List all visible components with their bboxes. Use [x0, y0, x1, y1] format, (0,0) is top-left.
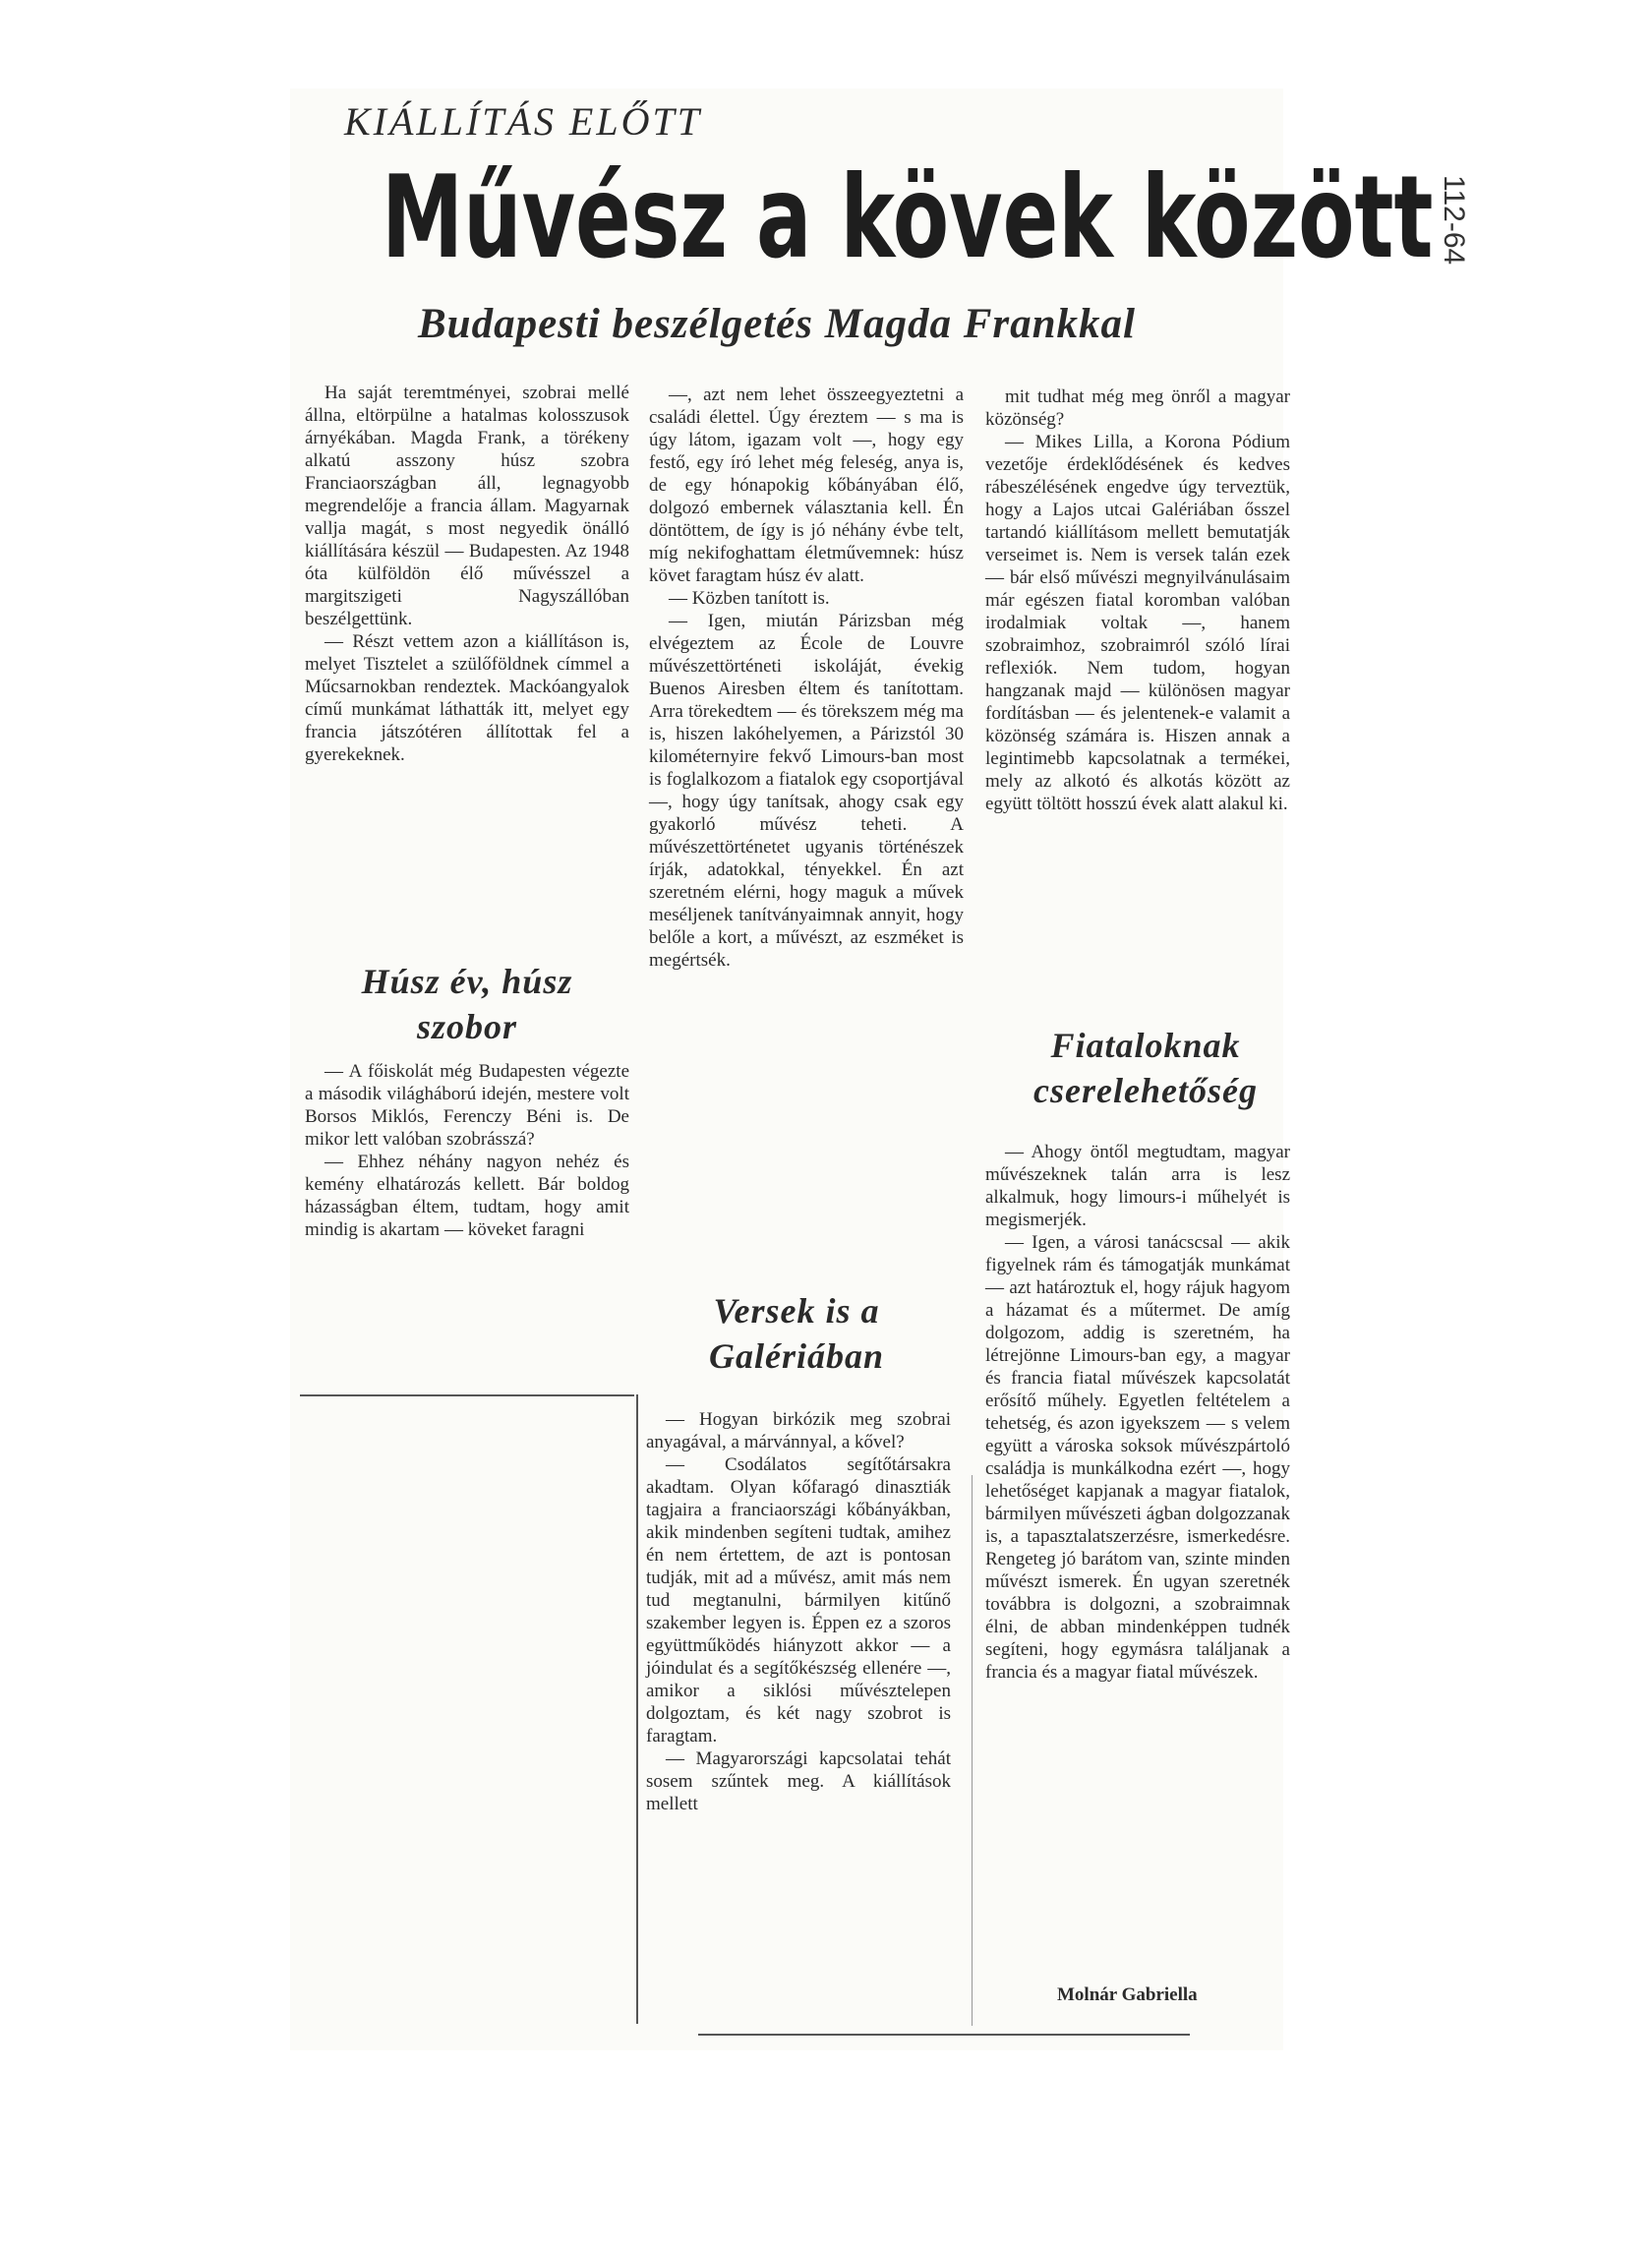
column-1-continued: [305, 1060, 629, 1241]
article-headline: Művész a kövek között: [382, 151, 1434, 284]
column-1: [305, 382, 629, 766]
archive-code: 112-64: [1438, 175, 1470, 266]
paragraph: — Részt vettem azon a kiállításon is, melyet Tisztelet a szülőföldnek címmel a Műcsarnokban rendeztek. Mackóangyalok című munkámat láthatták itt, melyet egy francia játszótéren állítottak fel a gyerekeknek.: [305, 631, 629, 765]
column-2: [649, 384, 964, 972]
paragraph: —, azt nem lehet összeegyeztetni a családi élettel. Úgy éreztem — s ma is úgy látom, igazam volt —, hogy egy festő, egy író lehet még feleség, anya is, de egy hónapokig kőbányában élő, dolgozó embernek választania kell. Én döntöttem, de így is jó néhány évbe telt, míg nekifoghattam életművemnek: húsz követ faragtam húsz év alatt.: [649, 385, 964, 586]
author-byline: Molnár Gabriella: [1057, 1984, 1198, 2005]
column-divider: [972, 1475, 973, 2026]
paragraph: mit tudhat még meg önről a magyar közönség?: [985, 386, 1290, 430]
paragraph: — Ehhez néhány nagyon nehéz és kemény elhatározás kellett. Bár boldog házasságban éltem, tudtam, hogy amit mindig is akartam — köveket faragni: [305, 1152, 629, 1240]
paragraph: — Hogyan birkózik meg szobrai anyagával, a márvánnyal, a kővel?: [646, 1409, 951, 1452]
column-divider: [300, 1394, 634, 1396]
paragraph: — A főiskolát még Budapesten végezte a második világháború idején, mestere volt Borsos Miklós, Ferenczy Béni is. De mikor lett valóban szobrásszá?: [305, 1061, 629, 1150]
paragraph: — Közben tanított is.: [669, 588, 830, 609]
paragraph: — Csodálatos segítőtársakra akadtam. Olyan kőfaragó dinasztiák tagjaira a franciaországi kőbányákban, akik mindenben segíteni tudtak, amihez én nem értettem, de azt is pontosan tudják, mit ad a művész, amit más nem tud megtanulni, bármilyen kitűnő szakember legyen is. Éppen ez a szoros együttműködés hiányzott akkor — a jóindulat és a segítőkészség ellenére —, amikor a siklósi művésztelepen dolgoztam, és két nagy szobrot is faragtam.: [646, 1454, 951, 1747]
article-kicker: KIÁLLÍTÁS ELŐTT: [344, 99, 702, 144]
paragraph: — Igen, a városi tanácscsal — akik figyelnek rám és támogatják munkámat — azt határoztuk el, hogy rájuk hagyom a házamat és a műtermet. De amíg dolgozom, addig is szeretném, ha létrejönne Limours-ban egy, a magyar és francia fiatal művészek kapcsolatát erősítő műhely. Egyetlen feltételem a tehetség, és azon igyekszem — s velem együtt a városka soksok művészpártoló családja is munkálkodna ezért —, hogy lehetőséget kapjanak a magyar fiatalok, bármilyen művészeti ágban dolgozzanak is, a tapasztalatszerzésre, ismerkedésre. Rengeteg jó barátom van, szinte minden művészt ismerek. Én ugyan szeretnék továbbra is dolgozni, a szobraimnak élni, de abban mindenképpen tudnék segíteni, hogy egymásra találjanak a francia és a magyar fiatal művészek.: [985, 1232, 1290, 1683]
section-heading-husz-ev: Húsz év, húsz szobor: [361, 962, 573, 1046]
paragraph: — Mikes Lilla, a Korona Pódium vezetője érdeklődésének és kedves rábeszélésének engedve úgy terveztük, hogy a Lajos utcai Galériában ősszel tartandó kiállításom mellett bemutatják verseimet is. Nem is versek talán ezek — bár első művészi megnyilvánulásaim már egészen fiatal koromban valóban irodalmiak voltak —, hanem szobraimhoz, szobraimról szóló lírai reflexiók. Nem tudom, hogyan hangzanak majd — különösen magyar fordításban — és jelentenek-e valamit a közönség számára is. Hiszen annak a legintimebb kapcsolatnak a termékei, mely az alkotó és alkotás között az együtt töltött hosszú évek alatt alakul ki.: [985, 432, 1290, 814]
bottom-rule: [698, 2034, 1190, 2036]
section-heading-fiataloknak: Fiataloknak cserelehetőség: [1033, 1026, 1258, 1110]
paragraph: Ha saját teremtményei, szobrai mellé állna, eltörpülne a hatalmas kolosszusok árnyékában. Magda Frank, a törékeny alkatú asszony húsz szobra Franciaországban áll, legnagyobb megrendelője a francia állam. Magyarnak vallja magát, s most negyedik önálló kiállítására készül — Budapesten. Az 1948 óta külföldön élő művésszel a margitszigeti Nagyszállóban beszélgettünk.: [305, 383, 629, 629]
column-3-continued: [985, 1141, 1290, 1684]
paragraph: — Igen, miután Párizsban még elvégeztem az École de Louvre művészettörténeti iskoláját, évekig Buenos Airesben éltem és tanítottam. Arra törekedtem — és törekszem még ma is, hiszen lakóhelyemen, a Párizstól 30 kilométernyire fekvő Limours-ban most is foglalkozom a fiatalok egy csoportjával —, hogy úgy tanítsak, ahogy csak egy gyakorló művész teheti. A művészettörténetet ugyanis történészek írják, adatokkal, tényekkel. Én azt szeretném elérni, hogy maguk a művek meséljenek tanítványaimnak annyit, hogy belőle a kort, a művészt, az eszméket is megértsék.: [649, 611, 964, 971]
column-divider: [636, 1394, 638, 2024]
column-3: [985, 385, 1290, 815]
paragraph: — Ahogy öntől megtudtam, magyar művészeknek talán arra is lesz alkalmuk, hogy limours-i műhelyét is megismerjék.: [985, 1142, 1290, 1230]
paragraph: — Magyarországi kapcsolatai tehát sosem szűntek meg. A kiállítások mellett: [646, 1748, 951, 1814]
article-subtitle: Budapesti beszélgetés Magda Frankkal: [418, 301, 1137, 347]
column-2-continued: [646, 1408, 951, 1815]
section-heading-versek: Versek is a Galériában: [708, 1291, 884, 1376]
